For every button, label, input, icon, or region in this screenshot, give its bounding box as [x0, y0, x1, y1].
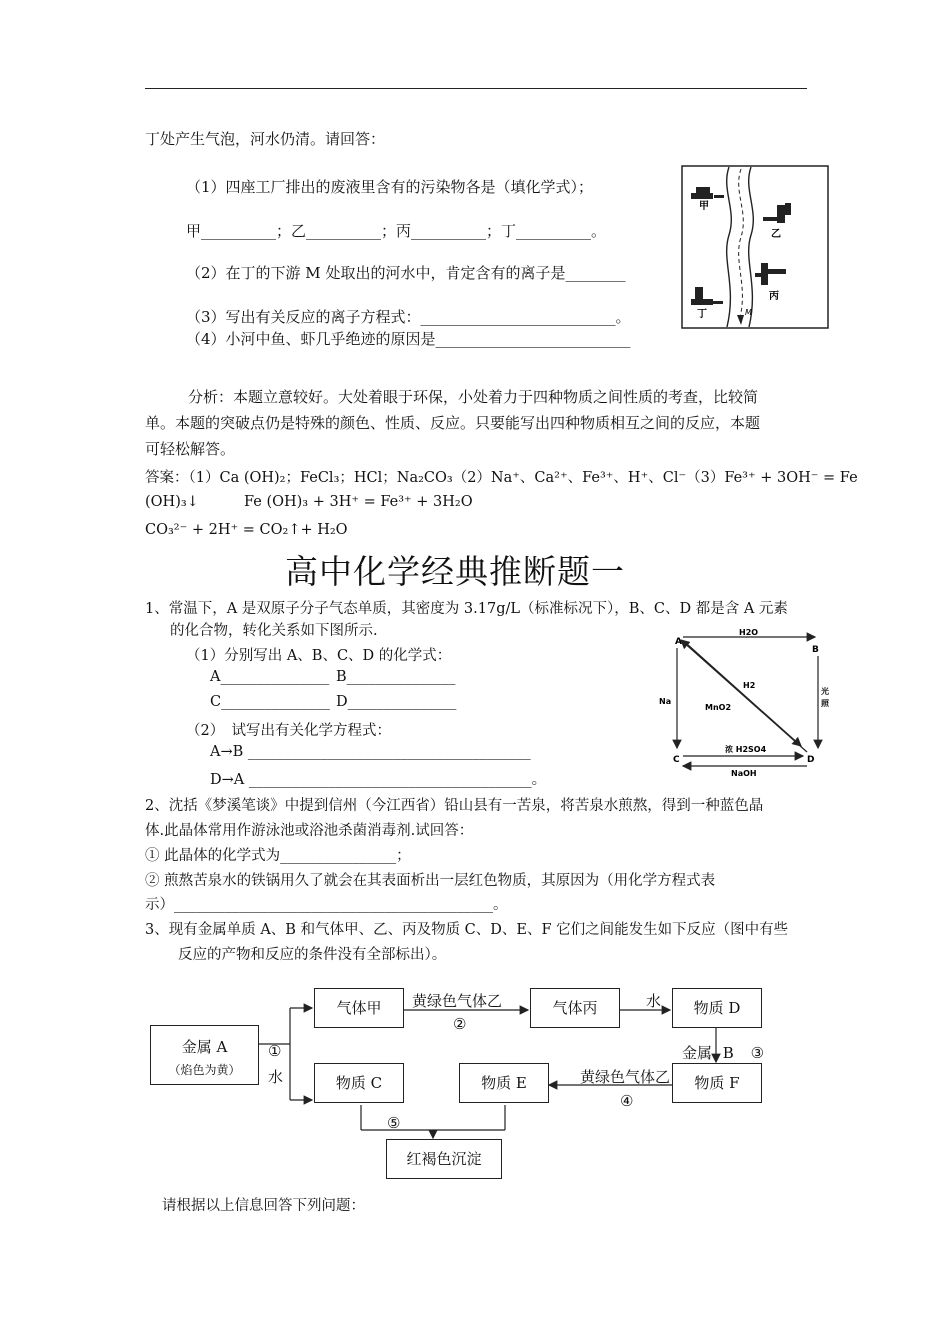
- p1-line-1: 1、常温下，A 是双原子分子气态单质，其密度为 3.17g/L（标准标况下），B、C、D 都是含 A 元素: [145, 601, 788, 617]
- box-sub-d: 物质 D: [672, 988, 762, 1028]
- box-gas-jia: 气体甲: [314, 988, 404, 1028]
- p1-sub-1: （1）分别写出 A、B、C、D 的化学式：: [186, 648, 452, 664]
- p2-line-2: 体.此晶体常用作游泳池或浴池杀菌消毒剂.试回答：: [145, 823, 474, 839]
- label-step-3: ③: [750, 1044, 765, 1062]
- light-label-1: 光: [821, 687, 829, 696]
- label-step-1: ①: [268, 1042, 282, 1060]
- answer-label: 答案：: [145, 470, 189, 486]
- p2-line-1: 2、沈括《梦溪笔谈》中提到信州（今江西省）铅山县有一苦泉，将苦泉水煎熬，得到一种蓝色晶: [145, 798, 764, 814]
- p2-q2b: 示）____________________________________________。: [145, 897, 508, 913]
- p1-eq-2: D→A _______________________________________。: [210, 772, 547, 788]
- mno2-label: MnO2: [705, 703, 732, 712]
- answer-line-1: [145, 466, 858, 487]
- p1-line-2: 的化合物，转化关系如下图所示.: [170, 623, 378, 639]
- page-title: 高中化学经典推断题一: [285, 552, 625, 591]
- node-b-label: B: [812, 645, 819, 655]
- box-metal-a: [150, 1025, 259, 1085]
- label-metal-b: [682, 1042, 764, 1063]
- p3-line-2: 反应的产物和反应的条件没有全部标出）。: [178, 947, 447, 963]
- prev-intro: 丁处产生气泡，河水仍清。请回答：: [145, 130, 386, 148]
- answer-line-2a: (OH)₃↓: [145, 494, 199, 510]
- naoh-label: NaOH: [731, 769, 757, 778]
- node-d-label: D: [807, 755, 815, 765]
- answer-line-2b: Fe (OH)₃ + 3H⁺ = Fe³⁺ + 3H₂O: [244, 494, 473, 510]
- na-label: Na: [659, 697, 672, 706]
- light-label-2: 照: [821, 699, 829, 708]
- p2-q1: ① 此晶体的化学式为________________；: [145, 848, 411, 864]
- label-yellow-gas-2: 黄绿色气体乙: [580, 1068, 671, 1086]
- h2o-label: H2O: [739, 628, 759, 637]
- p2-q2a: ② 煎熬苦泉水的铁锅用久了就会在其表面析出一层红色物质，其原因为（用化学方程式表: [145, 873, 716, 889]
- p1-blank-c: C_______________: [210, 694, 330, 710]
- metal-a-label: 金属 A: [181, 1038, 228, 1056]
- metal-a-note: （焰色为黄）: [168, 1063, 241, 1077]
- label-water-1: 水: [268, 1068, 284, 1086]
- p1-conversion-diagram: [655, 628, 840, 778]
- box-sub-e: 物质 E: [459, 1063, 549, 1103]
- node-c-label: C: [673, 755, 680, 765]
- analysis-line-3: 可轻松解答。: [145, 440, 236, 458]
- label-water-2: 水: [646, 992, 662, 1010]
- metal-b-letter: B: [722, 1044, 734, 1062]
- box-gas-bing: 气体丙: [530, 988, 620, 1028]
- answer-text-1: （1）Ca (OH)₂；FeCl₃；HCl；Na₂CO₃（2）Na⁺、Ca²⁺、Fe³⁺、H⁺、Cl⁻（3）Fe³⁺ + 3OH⁻ = Fe: [188, 470, 858, 486]
- label-step-2: ②: [453, 1015, 467, 1033]
- factory-jia-label: 甲: [699, 201, 709, 212]
- river-factory-figure: [681, 165, 829, 329]
- factory-ding-label: 丁: [697, 309, 707, 320]
- h2so4-label: 浓 H2SO4: [725, 745, 767, 754]
- factory-bing-label: 丙: [769, 291, 779, 302]
- p3-line-1: 3、现有金属单质 A、B 和气体甲、乙、丙及物质 C、D、E、F 它们之间能发生如下反应（图中有些: [145, 922, 789, 938]
- box-sub-f: 物质 F: [672, 1063, 762, 1103]
- p1-blank-d: D_______________: [336, 694, 457, 710]
- header-rule: [145, 88, 807, 89]
- analysis-line-1: 分析：本题立意较好。大处着眼于环保，小处着力于四种物质之间性质的考查，比较简: [188, 388, 759, 406]
- p1-sub-2: （2） 试写出有关化学方程式：: [186, 723, 391, 739]
- metal-b-text: 金属: [682, 1044, 713, 1062]
- factory-yi-label: 乙: [771, 229, 781, 240]
- prev-q4: （4）小河中鱼、虾几乎绝迹的原因是__________________________: [186, 330, 631, 348]
- label-yellow-gas-1: 黄绿色气体乙: [412, 992, 503, 1010]
- prev-q1-blanks: 甲__________；乙__________；丙__________；丁__________。: [186, 222, 607, 240]
- prev-q2: （2）在丁的下游 M 处取出的河水中，肯定含有的离子是________: [186, 264, 626, 282]
- p1-eq-1: A→B _______________________________________: [210, 744, 531, 760]
- analysis-line-2: 单。本题的突破点仍是特殊的颜色、性质、反应。只要能写出四种物质相互之间的反应，本题: [145, 414, 761, 432]
- node-a-label: A: [675, 637, 682, 647]
- p1-blank-b: B_______________: [336, 669, 456, 685]
- prev-q3: （3）写出有关反应的离子方程式：__________________________。: [186, 308, 631, 326]
- box-precipitate: 红褐色沉淀: [386, 1139, 502, 1179]
- p1-blank-a: A_______________: [210, 669, 330, 685]
- label-step-4: ④: [620, 1092, 634, 1110]
- answer-line-3: CO₃²⁻ + 2H⁺ = CO₂↑+ H₂O: [145, 522, 348, 538]
- box-sub-c: 物质 C: [314, 1063, 404, 1103]
- prev-q1: （1）四座工厂排出的废液里含有的污染物各是（填化学式）；: [186, 178, 594, 196]
- point-m-label: M: [745, 308, 752, 317]
- label-step-5: ⑤: [387, 1114, 401, 1132]
- p3-prompt: 请根据以上信息回答下列问题：: [162, 1198, 365, 1214]
- h2-label: H2: [743, 681, 756, 690]
